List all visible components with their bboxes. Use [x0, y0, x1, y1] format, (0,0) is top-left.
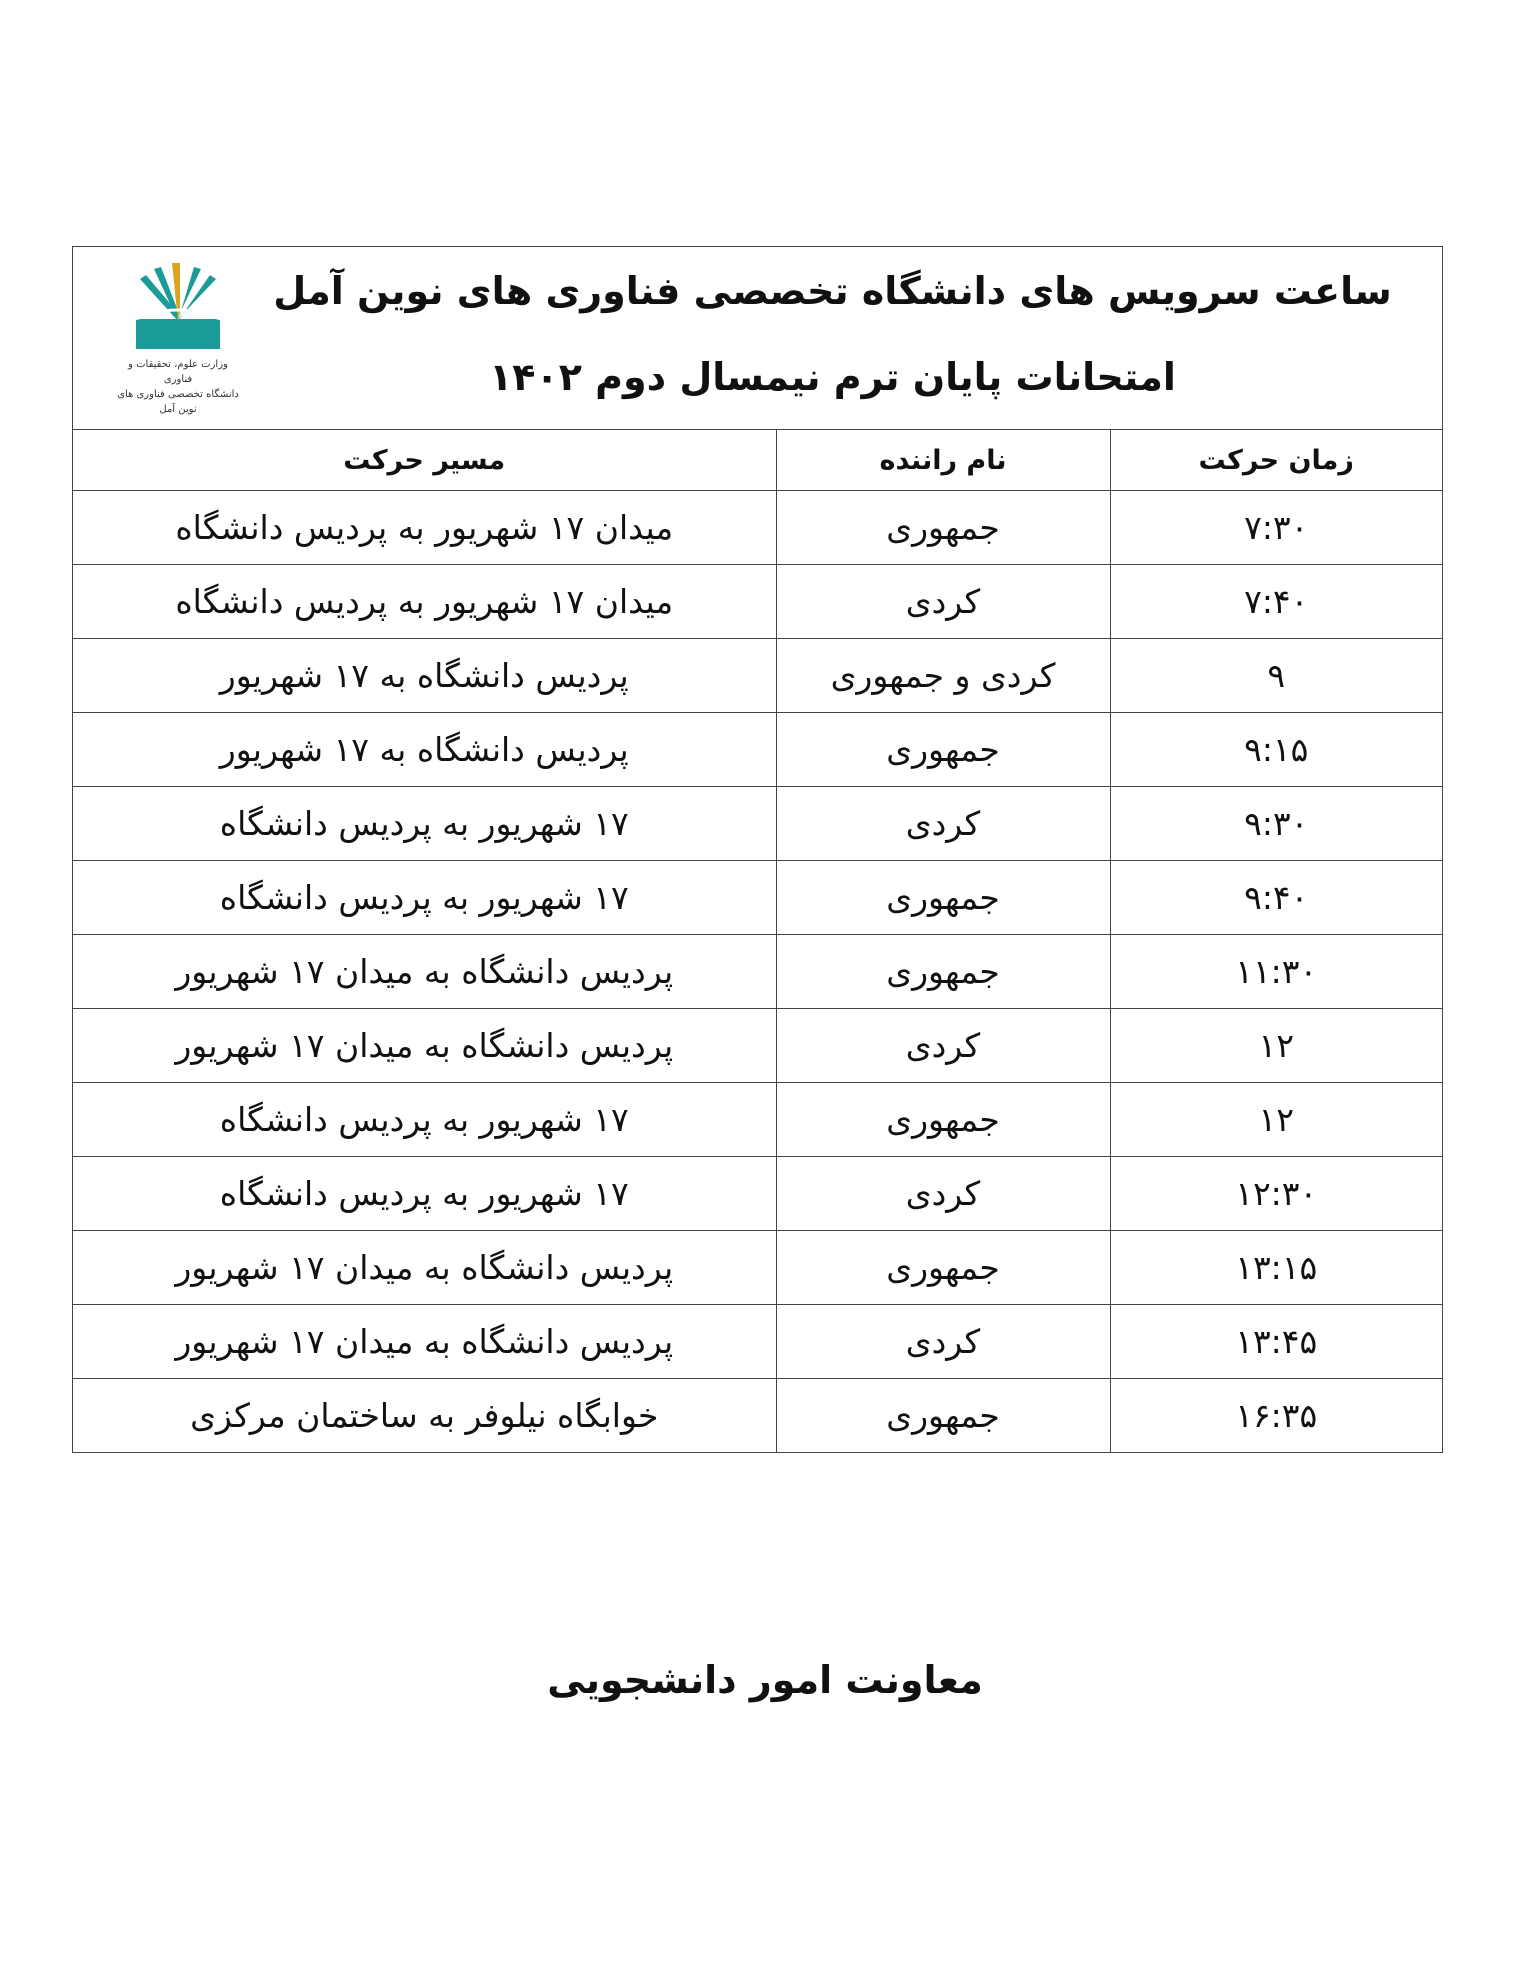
cell-route: خوابگاه نیلوفر به ساختمان مرکزی — [73, 1379, 776, 1453]
table-row — [73, 861, 1442, 935]
table-row — [73, 1231, 1442, 1305]
signature-office: معاونت امور دانشجویی — [547, 1658, 983, 1702]
table-row — [73, 935, 1442, 1009]
logo-caption-university: دانشگاه تخصصی فناوری های نوین آمل — [117, 389, 239, 415]
cell-time: ۱۶:۳۵ — [1110, 1379, 1442, 1453]
cell-time: ۹ — [1110, 639, 1442, 713]
table-row — [73, 1157, 1442, 1231]
cell-driver: کردی — [776, 1157, 1110, 1231]
cell-route: پردیس دانشگاه به میدان ۱۷ شهریور — [73, 935, 776, 1009]
cell-driver: جمهوری — [776, 1379, 1110, 1453]
cell-driver: جمهوری — [776, 1083, 1110, 1157]
table-row — [73, 1083, 1442, 1157]
cell-route: ۱۷ شهریور به پردیس دانشگاه — [73, 861, 776, 935]
table-row — [73, 787, 1442, 861]
cell-route: ۱۷ شهریور به پردیس دانشگاه — [73, 1083, 776, 1157]
cell-time: ۷:۴۰ — [1110, 565, 1442, 639]
table-row — [73, 1379, 1442, 1453]
cell-driver: کردی — [776, 1009, 1110, 1083]
cell-driver: جمهوری — [776, 935, 1110, 1009]
cell-time: ۹:۳۰ — [1110, 787, 1442, 861]
cell-time: ۱۳:۴۵ — [1110, 1305, 1442, 1379]
cell-time: ۷:۳۰ — [1110, 491, 1442, 565]
cell-time: ۱۳:۱۵ — [1110, 1231, 1442, 1305]
header-driver-name: نام راننده — [776, 430, 1110, 491]
table-row — [73, 565, 1442, 639]
university-logo — [113, 261, 243, 415]
cell-time: ۱۲ — [1110, 1083, 1442, 1157]
cell-driver: کردی — [776, 565, 1110, 639]
header-departure-time: زمان حرکت — [1110, 430, 1442, 491]
cell-route: پردیس دانشگاه به میدان ۱۷ شهریور — [73, 1231, 776, 1305]
cell-route: میدان ۱۷ شهریور به پردیس دانشگاه — [73, 565, 776, 639]
cell-driver: کردی — [776, 1305, 1110, 1379]
table-row — [73, 491, 1442, 565]
university-emblem-icon — [130, 261, 226, 353]
table-row — [73, 1305, 1442, 1379]
cell-route: پردیس دانشگاه به ۱۷ شهریور — [73, 713, 776, 787]
cell-time: ۱۲:۳۰ — [1110, 1157, 1442, 1231]
cell-driver: جمهوری — [776, 491, 1110, 565]
cell-driver: جمهوری — [776, 861, 1110, 935]
document-subtitle: امتحانات پایان ترم نیمسال دوم ۱۴۰۲ — [489, 355, 1176, 399]
cell-route: پردیس دانشگاه به میدان ۱۷ شهریور — [73, 1305, 776, 1379]
cell-driver: جمهوری — [776, 1231, 1110, 1305]
schedule-document — [72, 246, 1443, 1453]
cell-route: پردیس دانشگاه به میدان ۱۷ شهریور — [73, 1009, 776, 1083]
cell-route: پردیس دانشگاه به ۱۷ شهریور — [73, 639, 776, 713]
header-route: مسیر حرکت — [73, 430, 776, 491]
logo-caption-ministry: وزارت علوم، تحقیقات و فناوری — [128, 359, 228, 385]
table-row — [73, 1009, 1442, 1083]
cell-route: میدان ۱۷ شهریور به پردیس دانشگاه — [73, 491, 776, 565]
bus-schedule-table — [73, 430, 1442, 1452]
cell-driver: کردی و جمهوری — [776, 639, 1110, 713]
document-header — [73, 247, 1442, 430]
cell-time: ۱۱:۳۰ — [1110, 935, 1442, 1009]
document-title: ساعت سرویس های دانشگاه تخصصی فناوری های نوین آمل — [273, 269, 1392, 313]
table-row — [73, 639, 1442, 713]
table-row — [73, 713, 1442, 787]
cell-route: ۱۷ شهریور به پردیس دانشگاه — [73, 1157, 776, 1231]
cell-driver: جمهوری — [776, 713, 1110, 787]
cell-driver: کردی — [776, 787, 1110, 861]
cell-time: ۹:۴۰ — [1110, 861, 1442, 935]
cell-route: ۱۷ شهریور به پردیس دانشگاه — [73, 787, 776, 861]
cell-time: ۹:۱۵ — [1110, 713, 1442, 787]
table-header-row — [73, 430, 1442, 491]
cell-time: ۱۲ — [1110, 1009, 1442, 1083]
